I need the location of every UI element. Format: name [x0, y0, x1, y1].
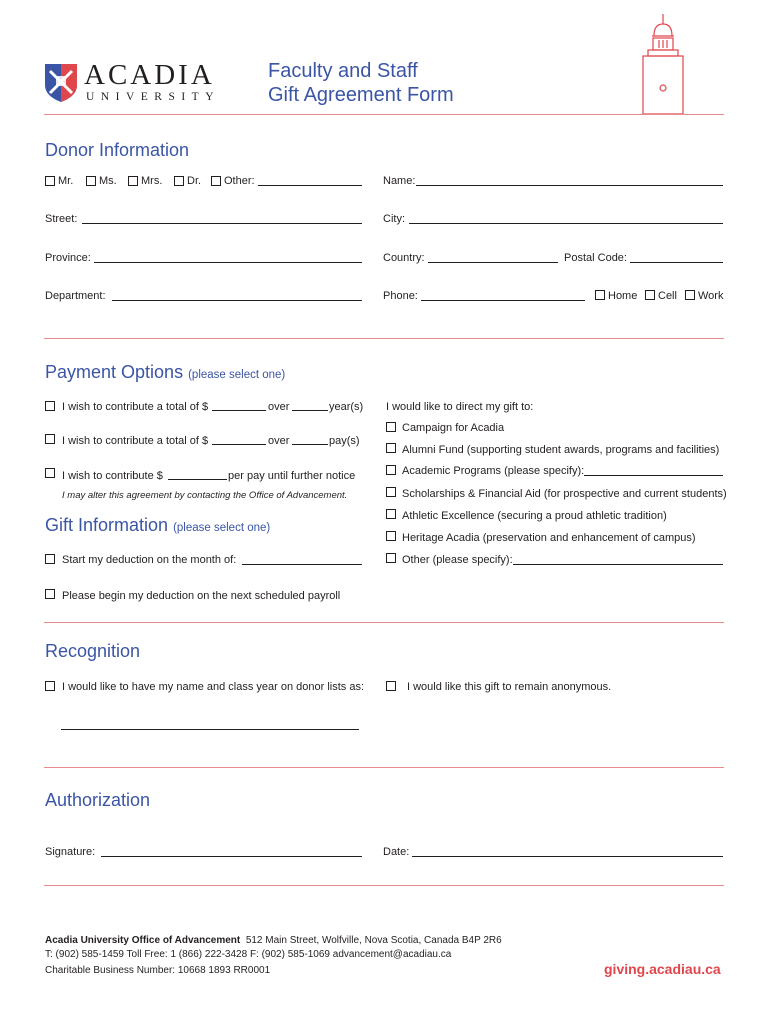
checkbox-heritage[interactable]	[386, 531, 396, 541]
phone-type-cell: Cell	[658, 290, 677, 302]
gift-heading	[45, 515, 270, 536]
salutation-ms: Ms.	[99, 175, 117, 187]
gift-start-label: Start my deduction on the month of:	[62, 554, 237, 566]
academic-specify-field[interactable]	[584, 475, 723, 476]
gift-heading-note: (please select one)	[173, 522, 271, 534]
opt2-text-a: I wish to contribute a total of $	[62, 435, 209, 447]
shield-crest-icon	[44, 63, 78, 103]
checkbox-total-pays[interactable]	[45, 434, 55, 444]
direct-option-athletic: Athletic Excellence (securing a proud athletic tradition)	[402, 510, 667, 522]
checkbox-mr[interactable]	[45, 176, 55, 186]
phone-field[interactable]	[421, 300, 585, 301]
salutation-dr: Dr.	[187, 175, 202, 187]
signature-label: Signature:	[45, 846, 96, 858]
signature-field[interactable]	[101, 856, 362, 857]
opt2-pays-field[interactable]	[292, 444, 328, 445]
checkbox-dr[interactable]	[174, 176, 184, 186]
opt1-amount-field[interactable]	[212, 410, 266, 411]
opt2-text-c: pay(s)	[329, 435, 360, 447]
donor-heading: Donor Information	[45, 140, 190, 160]
city-label: City:	[383, 213, 405, 225]
form-title-line1: Faculty and Staff	[268, 60, 418, 82]
other-direct-specify-field[interactable]	[513, 564, 723, 565]
direct-option-academic: Academic Programs (please specify):	[402, 465, 585, 477]
form-title-line2: Gift Agreement Form	[268, 84, 454, 106]
opt1-text-a: I wish to contribute a total of $	[62, 401, 209, 413]
footer-charity: Charitable Business Number: 10668 1893 RR0001	[45, 965, 271, 976]
recognition-name-field[interactable]	[61, 729, 359, 730]
recognition-heading: Recognition	[45, 641, 141, 661]
footer-website[interactable]: giving.acadiau.ca	[604, 961, 721, 977]
salutation-mrs: Mrs.	[141, 175, 163, 187]
payment-heading	[45, 362, 285, 383]
other-salutation-field[interactable]	[258, 185, 362, 186]
date-label: Date:	[383, 846, 410, 858]
checkbox-home[interactable]	[595, 290, 605, 300]
direct-option-other: Other (please specify):	[402, 554, 513, 566]
direct-option-heritage: Heritage Acadia (preservation and enhancement of campus)	[402, 532, 696, 544]
opt3-text-a: I wish to contribute $	[62, 470, 163, 482]
opt1-text-b: over	[268, 401, 290, 413]
recognition-divider	[44, 767, 724, 768]
logo-word: ACADIA	[84, 59, 215, 91]
payment-heading-note: (please select one)	[188, 369, 286, 381]
direct-option-alumni: Alumni Fund (supporting student awards, programs and facilities)	[402, 444, 720, 456]
opt2-text-b: over	[268, 435, 290, 447]
gift-begin-label: Please begin my deduction on the next scheduled payroll	[62, 590, 341, 602]
opt1-text-c: year(s)	[329, 401, 364, 413]
recognition-name-label: I would like to have my name and class year on donor lists as:	[62, 681, 365, 693]
authorization-heading: Authorization	[45, 790, 151, 810]
salutation-mr: Mr.	[58, 175, 74, 187]
checkbox-academic[interactable]	[386, 465, 396, 475]
gift-divider	[44, 622, 724, 623]
footer-address: 512 Main Street, Wolfville, Nova Scotia, Canada B4P 2R6	[245, 935, 502, 946]
department-label: Department:	[45, 290, 106, 302]
direct-option-campaign: Campaign for Acadia	[402, 422, 505, 434]
phone-type-home: Home	[608, 290, 638, 302]
acadia-logo	[44, 60, 234, 110]
checkbox-mrs[interactable]	[128, 176, 138, 186]
gift-heading-text: Gift Information	[45, 515, 169, 535]
name-field[interactable]	[416, 185, 723, 186]
country-field[interactable]	[428, 262, 558, 263]
payment-heading-text: Payment Options	[45, 362, 184, 382]
phone-type-work: Work	[698, 290, 724, 302]
date-field[interactable]	[412, 856, 723, 857]
checkbox-name-on-list[interactable]	[45, 681, 55, 691]
payment-note: I may alter this agreement by contacting the Office of Advancement.	[62, 490, 348, 501]
checkbox-campaign[interactable]	[386, 422, 396, 432]
phone-label: Phone:	[383, 290, 418, 302]
checkbox-total-years[interactable]	[45, 401, 55, 411]
department-field[interactable]	[112, 300, 362, 301]
opt3-text-b: per pay until further notice	[228, 470, 356, 482]
province-field[interactable]	[94, 262, 362, 263]
footer-contact: T: (902) 585-1459 Toll Free: 1 (866) 222-3428 F: (902) 585-1069 advancement@acadiau.ca	[45, 949, 452, 960]
start-month-field[interactable]	[242, 564, 362, 565]
donor-divider	[44, 338, 724, 339]
postal-code-label: Postal Code:	[564, 252, 627, 264]
checkbox-per-pay[interactable]	[45, 468, 55, 478]
postal-code-field[interactable]	[630, 262, 723, 263]
header-divider	[44, 114, 724, 115]
opt3-amount-field[interactable]	[168, 479, 227, 480]
authorization-divider	[44, 885, 724, 886]
checkbox-alumni[interactable]	[386, 443, 396, 453]
city-field[interactable]	[409, 223, 723, 224]
recognition-anon-label: I would like this gift to remain anonymous.	[407, 681, 612, 693]
checkbox-cell[interactable]	[645, 290, 655, 300]
province-label: Province:	[45, 252, 91, 264]
salutation-other: Other:	[224, 175, 255, 187]
country-label: Country:	[383, 252, 425, 264]
opt2-amount-field[interactable]	[212, 444, 266, 445]
tower-icon	[640, 12, 686, 116]
checkbox-anonymous[interactable]	[386, 681, 396, 691]
footer-office-line	[45, 934, 502, 947]
checkbox-other[interactable]	[211, 176, 221, 186]
checkbox-scholarships[interactable]	[386, 487, 396, 497]
logo-subtitle: UNIVERSITY	[86, 91, 220, 103]
direct-heading: I would like to direct my gift to:	[386, 401, 534, 413]
checkbox-ms[interactable]	[86, 176, 96, 186]
opt1-years-field[interactable]	[292, 410, 328, 411]
checkbox-start-month[interactable]	[45, 554, 55, 564]
checkbox-other-direct[interactable]	[386, 553, 396, 563]
footer-office: Acadia University Office of Advancement	[45, 935, 241, 946]
direct-option-scholarships: Scholarships & Financial Aid (for prospective and current students)	[402, 488, 727, 500]
street-field[interactable]	[82, 223, 362, 224]
name-label: Name:	[383, 175, 416, 187]
checkbox-athletic[interactable]	[386, 509, 396, 519]
street-label: Street:	[45, 213, 78, 225]
checkbox-next-payroll[interactable]	[45, 589, 55, 599]
checkbox-work[interactable]	[685, 290, 695, 300]
